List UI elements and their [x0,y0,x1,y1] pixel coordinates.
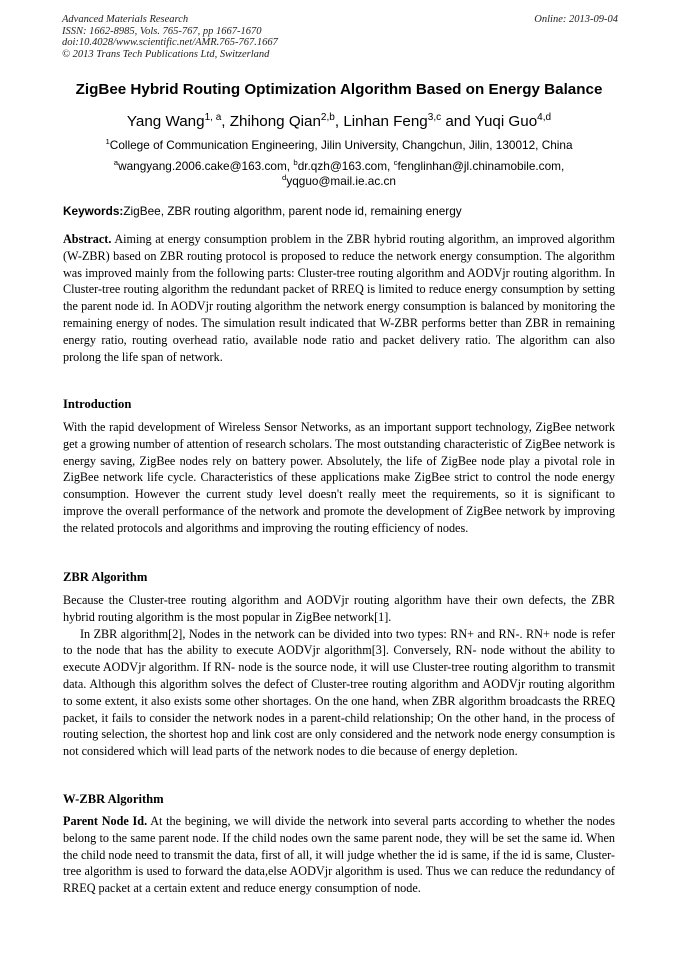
parent-node-id-text: At the begining, we will divide the network into several parts according to whether the nodes belong to the same parent node. If the child nodes own the same parent node, they will be set the same id. When the child node need to transmit the data, first of all, it will judge whether the id is same, if the id is same, Cluster-tree algorithm is used to forward the data,else AODVjr algorithm is used. Thus we can reduce the redundancy of RREQ packet at a certain extent and reduce energy consumption of node. [63,814,616,896]
author-list [40,113,638,130]
keywords-text: ZigBee, ZBR routing algorithm, parent node id, remaining energy [123,204,462,218]
issn-line: ISSN: 1662-8985, Vols. 765-767, pp 1667-1670 [62,25,262,37]
author-name: Zhihong Qian [229,113,321,130]
affiliation-text: College of Communication Engineering, Jilin University, Changchun, Jilin, 130012, China [109,138,573,152]
zbr-paragraph-2: In ZBR algorithm[2], Nodes in the network can be divided into two types: RN+ and RN-. RN+ node is refer to the node that has the ability to execute AODVjr algorithm[3]. Conversely, RN- node without the ability to execute AODVjr algorithm. If RN- node is the source node, it will use Cluster-tree routing algorithm to transmit data. Although this algorithm solves the defect of Cluster-tree routing algorithm and AODVjr routing algorithm to some extent, it also exists some other shortages. On the one hand, when ZBR algorithm broadcasts the RREQ packet, it fails to consider the network nodes in a parent-child relationship; On the other hand, in the process of routing selection, the shortest hop and link cost are only considered and the network node energy consumption is not considered which will lead parts of the network nodes to die because of energy depletion. [63,626,615,759]
copyright-line: © 2013 Trans Tech Publications Ltd, Switzerland [62,48,270,60]
affiliation-superscript: 1 [105,137,110,147]
paper-title: ZigBee Hybrid Routing Optimization Algorithm Based on Energy Balance [75,81,603,98]
email-link[interactable]: fenglinhan@jl.chinamobile.com, [397,159,565,173]
author-emails [40,159,638,189]
author-separator: , [221,113,230,130]
wzbr-heading: W-ZBR Algorithm [63,792,164,806]
author-name: Yuqi Guo [474,113,538,130]
author-superscript: 1, a [204,111,222,123]
email-link[interactable]: wangyang.2006.cake@163.com, [118,159,294,173]
author-superscript: 4,d [537,111,552,123]
keywords-label: Keywords: [63,204,124,218]
author-separator: and [441,113,475,130]
introduction-body [63,419,615,537]
introduction-paragraph: With the rapid development of Wireless Sensor Networks, as an important support technology, ZigBee network get a growing number of attention of research scholars. The most outstanding characteristic of ZigBee network is energy saving, ZigBee nodes rely on battery power. Absolutely, the life of ZigBee node play a pivotal role in ZigBee network life cycle. Characteristics of these applications make ZigBee strict to control the node energy consumption. However the current study level doesn't really meet the requirements, so it is significant to improve the overall performance of the network and promote the development of ZigBee network by improving the related protocols and algorithms and improving the routing efficiency of nodes. [63,420,615,535]
author-name: Linhan Feng [343,113,428,130]
journal-header [62,14,618,60]
zbr-heading: ZBR Algorithm [63,570,148,584]
wzbr-body [63,813,615,897]
journal-name: Advanced Materials Research [62,14,189,25]
author-superscript: 2,b [320,111,335,123]
keywords [63,204,619,218]
abstract-text: Aiming at energy consumption problem in the ZBR hybrid routing algorithm, an improved algorithm (W-ZBR) based on ZBR routing protocol is proposed to reduce the network energy consumption. The algorithm was improved mainly from the following parts: Cluster-tree routing algorithm and AODVjr routing algorithm. In Cluster-tree routing algorithm the redundant packet of RREQ is limited to reduce energy consumption by setting the parent node id. In AODVjr routing algorithm the network energy consumption is balanced by monitoring the remaining energy of nodes. The simulation result indicated that W-ZBR performs better than ZBR in remaining energy ratio, routing overhead ratio, available node ratio and packet delivery ratio. The algorithm can also prolong the life span of network. [63,232,615,364]
introduction-heading: Introduction [63,397,132,411]
doi-line: doi:10.4028/www.scientific.net/AMR.765-767.1667 [62,37,278,49]
author-name: Yang Wang [126,113,205,130]
email-link[interactable]: dr.qzh@163.com, [297,159,394,173]
email-superscript: a [113,158,119,168]
zbr-paragraph-1: Because the Cluster-tree routing algorithm and AODVjr routing algorithm have their own defects, the ZBR hybrid routing algorithm is the most popular in ZigBee network[1]. [63,593,615,624]
author-superscript: 3,c [427,111,442,123]
affiliation [40,138,638,152]
author-separator: , [334,113,344,130]
email-superscript: b [293,158,298,168]
email-superscript: d [281,173,287,183]
zbr-body [63,592,615,760]
email-link[interactable]: yqguo@mail.ie.ac.cn [286,174,396,188]
abstract-label: Abstract. [63,232,112,246]
email-superscript: c [393,158,398,168]
parent-node-id-label: Parent Node Id. [63,814,148,828]
abstract [63,231,615,365]
online-date: Online: 2013-09-04 [534,14,618,25]
